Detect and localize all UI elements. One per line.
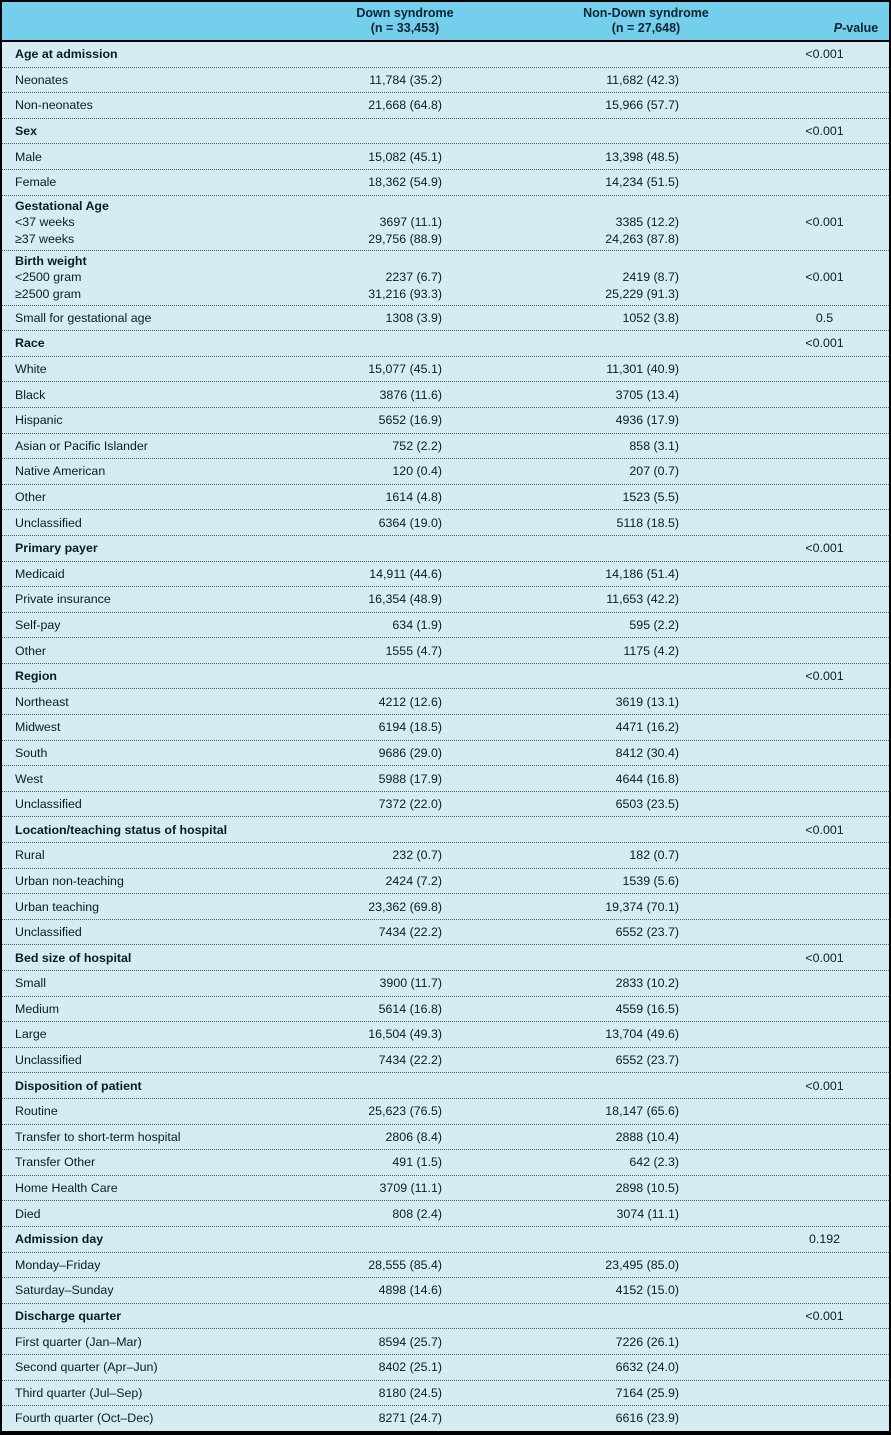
row-label: First quarter (Jan–Mar) bbox=[15, 1334, 142, 1349]
non-down-syndrome-value: 207 (0.7) bbox=[629, 464, 679, 479]
non-down-syndrome-value: 6616 (23.9) bbox=[615, 1411, 679, 1426]
down-syndrome-value: 14,911 (44.6) bbox=[369, 566, 442, 581]
row-label: Large bbox=[15, 1027, 47, 1042]
table-row bbox=[2, 93, 889, 119]
table-row bbox=[2, 562, 889, 588]
table-row bbox=[2, 869, 889, 895]
row-label: Medicaid bbox=[15, 566, 65, 581]
down-syndrome-value: 2424 (7.2) bbox=[385, 873, 442, 888]
down-syndrome-sub-value: 3697 (11.1) bbox=[379, 215, 442, 230]
p-value-header-rest: -value bbox=[842, 21, 879, 35]
p-value: <0.001 bbox=[805, 541, 844, 556]
row-label: Hispanic bbox=[15, 413, 63, 428]
row-label: Neonates bbox=[15, 72, 69, 87]
non-down-syndrome-value: 2888 (10.4) bbox=[615, 1129, 679, 1144]
p-value: <0.001 bbox=[805, 669, 844, 684]
p-value bbox=[679, 510, 889, 535]
non-down-syndrome-value: 8412 (30.4) bbox=[615, 745, 679, 760]
p-value bbox=[679, 382, 889, 407]
down-syndrome-value: 7372 (22.0) bbox=[378, 797, 442, 812]
down-syndrome-value: 752 (2.2) bbox=[392, 438, 442, 453]
table-row bbox=[2, 459, 889, 485]
p-value bbox=[679, 170, 889, 195]
group-row bbox=[2, 196, 889, 251]
group-sub-label: ≥2500 gram bbox=[15, 286, 82, 301]
down-syndrome-value: 5988 (17.9) bbox=[378, 771, 442, 786]
p-value bbox=[679, 689, 889, 714]
category-row bbox=[2, 119, 889, 145]
row-label: Age at admission bbox=[15, 47, 118, 62]
p-value bbox=[679, 562, 889, 587]
down-syndrome-value: 5614 (16.8) bbox=[378, 1001, 442, 1016]
p-value bbox=[679, 613, 889, 638]
down-syndrome-value: 16,354 (48.9) bbox=[368, 592, 442, 607]
down-syndrome-value bbox=[260, 536, 442, 561]
non-down-syndrome-value: 7226 (26.1) bbox=[615, 1334, 679, 1349]
column-header-non-down-syndrome-name: Non-Down syndrome bbox=[583, 6, 709, 20]
p-value: <0.001 bbox=[805, 822, 844, 837]
row-label: Location/teaching status of hospital bbox=[15, 822, 228, 837]
table-row bbox=[2, 971, 889, 997]
row-label bbox=[2, 196, 260, 250]
table-row bbox=[2, 306, 889, 332]
table-row bbox=[2, 1253, 889, 1279]
p-value bbox=[679, 1125, 889, 1150]
column-header-down-syndrome-name: Down syndrome bbox=[356, 6, 454, 20]
non-down-syndrome-value bbox=[442, 119, 679, 144]
down-syndrome-value: 4212 (12.6) bbox=[378, 694, 442, 709]
p-value bbox=[679, 869, 889, 894]
non-down-syndrome-value bbox=[442, 331, 679, 356]
down-syndrome-value: 15,077 (45.1) bbox=[368, 362, 442, 377]
down-syndrome-value: 1308 (3.9) bbox=[385, 310, 442, 325]
down-syndrome-value: 11,784 (35.2) bbox=[369, 72, 442, 87]
category-row bbox=[2, 42, 889, 68]
down-syndrome-value: 3876 (11.6) bbox=[379, 387, 442, 402]
non-down-syndrome-value: 15,966 (57.7) bbox=[605, 98, 679, 113]
down-syndrome-value bbox=[260, 817, 442, 842]
table-row bbox=[2, 997, 889, 1023]
p-value: <0.001 bbox=[805, 124, 844, 139]
row-label: Unclassified bbox=[15, 925, 82, 940]
non-down-syndrome-sub-value: 2419 (8.7) bbox=[622, 270, 679, 285]
non-down-syndrome-value: 6503 (23.5) bbox=[615, 797, 679, 812]
non-down-syndrome-value: 4152 (15.0) bbox=[615, 1283, 679, 1298]
down-syndrome-value bbox=[260, 1227, 442, 1252]
non-down-syndrome-value: 6632 (24.0) bbox=[615, 1360, 679, 1375]
non-down-syndrome-value: 4471 (16.2) bbox=[615, 720, 679, 735]
p-value bbox=[679, 792, 889, 817]
down-syndrome-value: 1555 (4.7) bbox=[385, 643, 442, 658]
non-down-syndrome-value: 6552 (23.7) bbox=[615, 925, 679, 940]
down-syndrome-value: 21,668 (64.8) bbox=[368, 98, 442, 113]
non-down-syndrome-value bbox=[442, 664, 679, 689]
non-down-syndrome-sub-value: 25,229 (91.3) bbox=[605, 286, 679, 301]
non-down-syndrome-value: 1052 (3.8) bbox=[622, 310, 679, 325]
non-down-syndrome-value: 3619 (13.1) bbox=[615, 694, 679, 709]
non-down-syndrome-value: 6552 (23.7) bbox=[615, 1053, 679, 1068]
p-value: 0.5 bbox=[815, 310, 834, 325]
table-row bbox=[2, 1150, 889, 1176]
down-syndrome-value: 25,623 (76.5) bbox=[368, 1104, 442, 1119]
spacer bbox=[442, 253, 679, 270]
p-value bbox=[679, 144, 889, 169]
down-syndrome-value: 3900 (11.7) bbox=[379, 976, 442, 991]
table-row bbox=[2, 1048, 889, 1074]
table-row bbox=[2, 766, 889, 792]
non-down-syndrome-sub-value: 24,263 (87.8) bbox=[605, 231, 679, 246]
row-label: Urban teaching bbox=[15, 899, 100, 914]
down-syndrome-value: 8402 (25.1) bbox=[378, 1360, 442, 1375]
down-syndrome-value bbox=[260, 42, 442, 67]
down-syndrome-value: 28,555 (85.4) bbox=[368, 1257, 442, 1272]
down-syndrome-sub-value: 31,216 (93.3) bbox=[368, 286, 442, 301]
p-value bbox=[679, 587, 889, 612]
row-label: Sex bbox=[15, 124, 38, 139]
p-value bbox=[679, 93, 889, 118]
row-label: Routine bbox=[15, 1104, 58, 1119]
down-syndrome-value: 5652 (16.9) bbox=[378, 413, 442, 428]
down-syndrome-value: 2806 (8.4) bbox=[385, 1129, 442, 1144]
down-syndrome-value: 7434 (22.2) bbox=[378, 925, 442, 940]
p-value bbox=[679, 1253, 889, 1278]
p-value bbox=[679, 638, 889, 663]
p-value: <0.001 bbox=[805, 1309, 844, 1324]
group-sub-label: <2500 gram bbox=[15, 270, 82, 285]
down-syndrome-value bbox=[260, 251, 442, 305]
non-down-syndrome-value: 2898 (10.5) bbox=[615, 1181, 679, 1196]
down-syndrome-value: 120 (0.4) bbox=[392, 464, 442, 479]
p-value bbox=[679, 1355, 889, 1380]
row-label: Non-neonates bbox=[15, 98, 93, 113]
category-row bbox=[2, 1304, 889, 1330]
row-label: South bbox=[15, 745, 48, 760]
column-header-non-down-syndrome-n: (n = 27,648) bbox=[611, 21, 681, 35]
column-header-down-syndrome bbox=[260, 2, 550, 40]
non-down-syndrome-value: 1523 (5.5) bbox=[622, 490, 679, 505]
p-value bbox=[679, 1381, 889, 1406]
table-row bbox=[2, 638, 889, 664]
table-row bbox=[2, 587, 889, 613]
group-sub-label: <37 weeks bbox=[15, 215, 75, 230]
p-value bbox=[679, 1329, 889, 1354]
row-label: Unclassified bbox=[15, 1053, 82, 1068]
p-value: <0.001 bbox=[805, 47, 844, 62]
non-down-syndrome-value: 13,398 (48.5) bbox=[605, 149, 679, 164]
table-row bbox=[2, 843, 889, 869]
down-syndrome-value bbox=[260, 331, 442, 356]
down-syndrome-sub-value: 29,756 (88.9) bbox=[368, 231, 442, 246]
spacer bbox=[260, 253, 442, 270]
row-label: Female bbox=[15, 175, 57, 190]
row-label: Self-pay bbox=[15, 617, 61, 632]
down-syndrome-value: 23,362 (69.8) bbox=[368, 899, 442, 914]
p-value bbox=[679, 766, 889, 791]
p-value-header-italic: P bbox=[833, 21, 843, 35]
p-value bbox=[679, 357, 889, 382]
row-label: Race bbox=[15, 336, 45, 351]
down-syndrome-value bbox=[260, 119, 442, 144]
down-syndrome-value: 16,504 (49.3) bbox=[368, 1027, 442, 1042]
row-label: Admission day bbox=[15, 1232, 104, 1247]
row-label: Small for gestational age bbox=[15, 310, 152, 325]
row-label: Second quarter (Apr–Jun) bbox=[15, 1360, 158, 1375]
non-down-syndrome-value bbox=[442, 196, 679, 250]
p-value bbox=[679, 997, 889, 1022]
non-down-syndrome-value: 182 (0.7) bbox=[629, 848, 679, 863]
non-down-syndrome-value: 3705 (13.4) bbox=[615, 387, 679, 402]
row-label: Discharge quarter bbox=[15, 1309, 122, 1324]
row-label: Bed size of hospital bbox=[15, 950, 132, 965]
row-label: Other bbox=[15, 643, 46, 658]
table-row bbox=[2, 1022, 889, 1048]
non-down-syndrome-value: 1175 (4.2) bbox=[623, 643, 679, 658]
group-sub-label: ≥37 weeks bbox=[15, 231, 75, 246]
p-value: <0.001 bbox=[805, 1078, 844, 1093]
table-row bbox=[2, 170, 889, 196]
non-down-syndrome-value bbox=[442, 536, 679, 561]
p-value bbox=[679, 894, 889, 919]
table-row bbox=[2, 920, 889, 946]
p-value bbox=[679, 920, 889, 945]
row-label: Unclassified bbox=[15, 515, 82, 530]
table-row bbox=[2, 144, 889, 170]
table-row bbox=[2, 357, 889, 383]
p-value bbox=[679, 1201, 889, 1226]
table-row bbox=[2, 1278, 889, 1304]
p-value bbox=[679, 434, 889, 459]
non-down-syndrome-value: 3074 (11.1) bbox=[616, 1206, 679, 1221]
down-syndrome-value bbox=[260, 1073, 442, 1098]
table-row bbox=[2, 1176, 889, 1202]
down-syndrome-sub-value: 2237 (6.7) bbox=[385, 270, 442, 285]
non-down-syndrome-value bbox=[442, 1227, 679, 1252]
group-title: Birth weight bbox=[15, 253, 87, 268]
table-row bbox=[2, 485, 889, 511]
table-row bbox=[2, 715, 889, 741]
non-down-syndrome-value: 11,682 (42.3) bbox=[606, 72, 679, 87]
down-syndrome-value: 9686 (29.0) bbox=[378, 745, 442, 760]
non-down-syndrome-value: 19,374 (70.1) bbox=[605, 899, 679, 914]
table-row bbox=[2, 1099, 889, 1125]
category-row bbox=[2, 536, 889, 562]
row-label: Disposition of patient bbox=[15, 1078, 142, 1093]
row-label: Midwest bbox=[15, 720, 61, 735]
non-down-syndrome-value bbox=[442, 42, 679, 67]
p-value bbox=[679, 1099, 889, 1124]
non-down-syndrome-value: 11,653 (42.2) bbox=[606, 592, 679, 607]
row-label: Rural bbox=[15, 848, 45, 863]
p-value: <0.001 bbox=[805, 950, 844, 965]
p-value bbox=[679, 715, 889, 740]
table-row bbox=[2, 1329, 889, 1355]
group-title: Gestational Age bbox=[15, 198, 109, 213]
row-label: Other bbox=[15, 490, 46, 505]
p-value bbox=[679, 68, 889, 93]
p-value: 0.192 bbox=[808, 1232, 840, 1247]
non-down-syndrome-value bbox=[442, 1304, 679, 1329]
row-label: Northeast bbox=[15, 694, 69, 709]
non-down-syndrome-value: 595 (2.2) bbox=[629, 617, 679, 632]
p-value bbox=[679, 485, 889, 510]
table-header bbox=[2, 2, 889, 42]
down-syndrome-value: 491 (1.5) bbox=[392, 1155, 442, 1170]
non-down-syndrome-value: 14,186 (51.4) bbox=[605, 566, 679, 581]
non-down-syndrome-value: 5118 (18.5) bbox=[616, 515, 679, 530]
column-header-non-down-syndrome bbox=[550, 2, 742, 40]
category-row bbox=[2, 945, 889, 971]
row-label: Third quarter (Jul–Sep) bbox=[15, 1385, 143, 1400]
non-down-syndrome-value bbox=[442, 251, 679, 305]
p-value bbox=[679, 1048, 889, 1073]
p-value bbox=[679, 741, 889, 766]
table-row bbox=[2, 510, 889, 536]
table-row bbox=[2, 1201, 889, 1227]
down-syndrome-value: 6364 (19.0) bbox=[378, 515, 442, 530]
group-row bbox=[2, 251, 889, 306]
down-syndrome-value: 6194 (18.5) bbox=[378, 720, 442, 735]
p-value bbox=[679, 1150, 889, 1175]
non-down-syndrome-value: 11,301 (40.9) bbox=[606, 362, 679, 377]
row-label bbox=[2, 251, 260, 305]
non-down-syndrome-value: 4936 (17.9) bbox=[615, 413, 679, 428]
p-value bbox=[679, 1022, 889, 1047]
row-label: Small bbox=[15, 976, 46, 991]
non-down-syndrome-value bbox=[442, 945, 679, 970]
non-down-syndrome-value bbox=[442, 817, 679, 842]
down-syndrome-value bbox=[260, 1304, 442, 1329]
down-syndrome-value: 1614 (4.8) bbox=[385, 490, 442, 505]
row-label: Home Health Care bbox=[15, 1181, 118, 1196]
down-syndrome-value: 634 (1.9) bbox=[392, 617, 442, 632]
category-row bbox=[2, 1073, 889, 1099]
down-syndrome-value: 808 (2.4) bbox=[392, 1206, 442, 1221]
row-label: West bbox=[15, 771, 43, 786]
down-syndrome-value bbox=[260, 664, 442, 689]
spacer bbox=[260, 198, 442, 215]
row-label: Monday–Friday bbox=[15, 1257, 101, 1272]
non-down-syndrome-value: 858 (3.1) bbox=[629, 438, 679, 453]
table-row bbox=[2, 408, 889, 434]
non-down-syndrome-value: 642 (2.3) bbox=[629, 1155, 679, 1170]
p-value: <0.001 bbox=[805, 215, 844, 230]
category-row bbox=[2, 817, 889, 843]
table-row bbox=[2, 792, 889, 818]
table-row bbox=[2, 434, 889, 460]
non-down-syndrome-value: 4644 (16.8) bbox=[615, 771, 679, 786]
category-row bbox=[2, 331, 889, 357]
p-value: <0.001 bbox=[805, 270, 844, 285]
table-body bbox=[2, 42, 889, 1432]
table-row bbox=[2, 689, 889, 715]
row-label: Transfer Other bbox=[15, 1155, 96, 1170]
non-down-syndrome-value: 13,704 (49.6) bbox=[605, 1027, 679, 1042]
down-syndrome-value: 18,362 (54.9) bbox=[368, 175, 442, 190]
table-row bbox=[2, 613, 889, 639]
category-row bbox=[2, 664, 889, 690]
down-syndrome-value: 8180 (24.5) bbox=[378, 1385, 442, 1400]
table-row bbox=[2, 1125, 889, 1151]
non-down-syndrome-value: 7164 (25.9) bbox=[615, 1385, 679, 1400]
p-value bbox=[679, 1278, 889, 1303]
down-syndrome-value bbox=[260, 196, 442, 250]
table-row bbox=[2, 68, 889, 94]
table-row bbox=[2, 382, 889, 408]
row-label: Region bbox=[15, 669, 57, 684]
row-label: Male bbox=[15, 149, 42, 164]
table-row bbox=[2, 894, 889, 920]
row-label: Saturday–Sunday bbox=[15, 1283, 114, 1298]
down-syndrome-value: 8594 (25.7) bbox=[378, 1334, 442, 1349]
row-label: Urban non-teaching bbox=[15, 873, 124, 888]
non-down-syndrome-value bbox=[442, 1073, 679, 1098]
down-syndrome-value bbox=[260, 945, 442, 970]
p-value bbox=[679, 408, 889, 433]
row-label: Fourth quarter (Oct–Dec) bbox=[15, 1411, 154, 1426]
p-value bbox=[679, 1406, 889, 1431]
non-down-syndrome-value: 2833 (10.2) bbox=[615, 976, 679, 991]
non-down-syndrome-value: 1539 (5.6) bbox=[622, 873, 679, 888]
table-row bbox=[2, 741, 889, 767]
row-label: Asian or Pacific Islander bbox=[15, 438, 148, 453]
p-value bbox=[679, 459, 889, 484]
row-label: White bbox=[15, 362, 47, 377]
p-value: <0.001 bbox=[805, 336, 844, 351]
non-down-syndrome-value: 23,495 (85.0) bbox=[605, 1257, 679, 1272]
row-label: Native American bbox=[15, 464, 106, 479]
row-label: Private insurance bbox=[15, 592, 111, 607]
p-value bbox=[679, 1176, 889, 1201]
table-row bbox=[2, 1355, 889, 1381]
down-syndrome-value: 3709 (11.1) bbox=[379, 1181, 442, 1196]
row-label: Unclassified bbox=[15, 797, 82, 812]
column-header-p-value bbox=[742, 2, 889, 40]
row-label: Primary payer bbox=[15, 541, 98, 556]
non-down-syndrome-value: 4559 (16.5) bbox=[615, 1001, 679, 1016]
non-down-syndrome-sub-value: 3385 (12.2) bbox=[615, 215, 679, 230]
table-row bbox=[2, 1381, 889, 1407]
row-label: Transfer to short-term hospital bbox=[15, 1129, 181, 1144]
non-down-syndrome-value: 18,147 (65.6) bbox=[605, 1104, 679, 1119]
variable-column-header bbox=[2, 2, 260, 40]
column-header-down-syndrome-n: (n = 33,453) bbox=[370, 21, 440, 35]
non-down-syndrome-value: 14,234 (51.5) bbox=[605, 175, 679, 190]
row-label: Died bbox=[15, 1206, 41, 1221]
p-value bbox=[679, 843, 889, 868]
down-syndrome-value: 7434 (22.2) bbox=[378, 1053, 442, 1068]
category-row bbox=[2, 1227, 889, 1253]
spacer bbox=[442, 198, 679, 215]
down-syndrome-value: 4898 (14.6) bbox=[378, 1283, 442, 1298]
down-syndrome-value: 15,082 (45.1) bbox=[368, 149, 442, 164]
p-value bbox=[679, 971, 889, 996]
down-syndrome-value: 8271 (24.7) bbox=[378, 1411, 442, 1426]
row-label: Black bbox=[15, 387, 46, 402]
row-label: Medium bbox=[15, 1001, 60, 1016]
table-row bbox=[2, 1406, 889, 1432]
down-syndrome-value: 232 (0.7) bbox=[392, 848, 442, 863]
